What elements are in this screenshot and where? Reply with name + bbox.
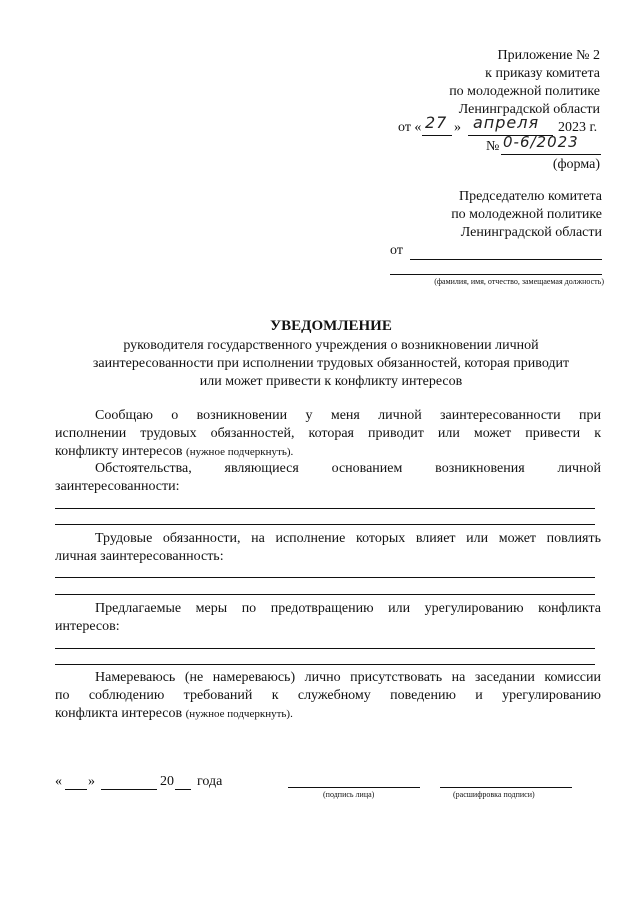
footer-close-quote: »: [88, 774, 95, 789]
subtitle-line-2: заинтересованности при исполнении трудовых обязанностей, которая приводит: [92, 356, 570, 371]
footer-month-line: [101, 789, 157, 790]
order-number-value: 0-6/2023: [503, 133, 579, 151]
p1-line-3: [55, 443, 601, 461]
p1-line-3-note: (нужное подчеркнуть).: [186, 446, 294, 458]
footer-open-quote: «: [55, 774, 62, 789]
from-caption: (фамилия, имя, отчество, замещаемая должность): [434, 277, 604, 286]
footer-day-line: [65, 789, 87, 790]
footer-year-prefix: 20: [160, 774, 174, 789]
footer-year-suffix: года: [197, 774, 223, 789]
addressee-committee: по молодежной политике: [451, 207, 602, 222]
date-day: 27: [425, 113, 448, 132]
document-subtitle: [40, 337, 622, 391]
document-title: УВЕДОМЛЕНИЕ: [270, 318, 392, 334]
appendix-order: к приказу комитета: [485, 66, 600, 81]
from-line: [410, 259, 602, 260]
circumstances-line-1: [55, 508, 595, 509]
p2-line-2: заинтересованности:: [55, 479, 180, 494]
appendix-block: [340, 47, 600, 119]
appendix-number: Приложение № 2: [497, 48, 600, 63]
from-label: от: [390, 243, 403, 258]
date-year: 2023 г.: [558, 120, 598, 135]
signature-caption: (подпись лица): [323, 790, 375, 799]
appendix-region: Ленинградской области: [458, 102, 600, 117]
subtitle-line-1: руководителя государственного учреждения о возникновении личной: [123, 338, 539, 353]
footer-year-line: [175, 789, 191, 790]
appendix-order-number: [486, 133, 608, 158]
paragraph-attendance: [55, 669, 601, 723]
p5-line-3-note: (нужное подчеркнуть).: [185, 708, 293, 720]
paragraph-measures: [55, 600, 601, 636]
footer-signature-row: [55, 773, 615, 813]
p5-line-1: Намереваюсь (не намереваюсь) лично присутствовать на заседании комиссии: [95, 670, 601, 685]
addressee-position: Председателю комитета: [459, 189, 602, 204]
p1-line-3-text: конфликту интересов: [55, 444, 187, 459]
from-line-2: [390, 274, 602, 275]
subtitle-line-3: или может привести к конфликту интересов: [199, 374, 463, 389]
p1-line-1: Сообщаю о возникновении у меня личной заинтересованности при: [95, 408, 601, 423]
addressee-region: Ленинградской области: [460, 225, 602, 240]
transcript-caption: (расшифровка подписи): [453, 790, 535, 799]
paragraph-duties: [55, 530, 601, 566]
date-close-quote: »: [454, 120, 461, 135]
p5-line-3: [55, 705, 601, 723]
form-label: (форма): [552, 157, 600, 172]
p5-line-2: по соблюдению требований к служебному поведению и урегулированию: [55, 688, 601, 703]
addressee-block: [342, 188, 602, 242]
number-sign: №: [486, 139, 500, 154]
date-prefix: от «: [398, 120, 422, 135]
p3-line-1: Трудовые обязанности, на исполнение которых влияет или может повлиять: [95, 531, 601, 546]
p4-line-2: интересов:: [55, 619, 120, 634]
signature-line: [288, 787, 420, 788]
date-month: апреля: [473, 113, 540, 132]
p1-line-2: исполнении трудовых обязанностей, которая приводит или может привести к: [55, 426, 601, 441]
duties-line-1: [55, 577, 595, 578]
paragraph-circumstances: [55, 460, 601, 496]
p4-line-1: Предлагаемые меры по предотвращению или урегулированию конфликта: [95, 601, 601, 616]
measures-line-2: [55, 664, 595, 665]
transcript-line: [440, 787, 572, 788]
p5-line-3-text: конфликта интересов: [55, 706, 186, 721]
paragraph-notification: [55, 407, 601, 461]
p3-line-2: личная заинтересованность:: [55, 549, 224, 564]
appendix-committee: по молодежной политике: [449, 84, 600, 99]
measures-line-1: [55, 648, 595, 649]
p2-line-1: Обстоятельства, являющиеся основанием возникновения личной: [95, 461, 601, 476]
duties-line-2: [55, 594, 595, 595]
circumstances-line-2: [55, 524, 595, 525]
